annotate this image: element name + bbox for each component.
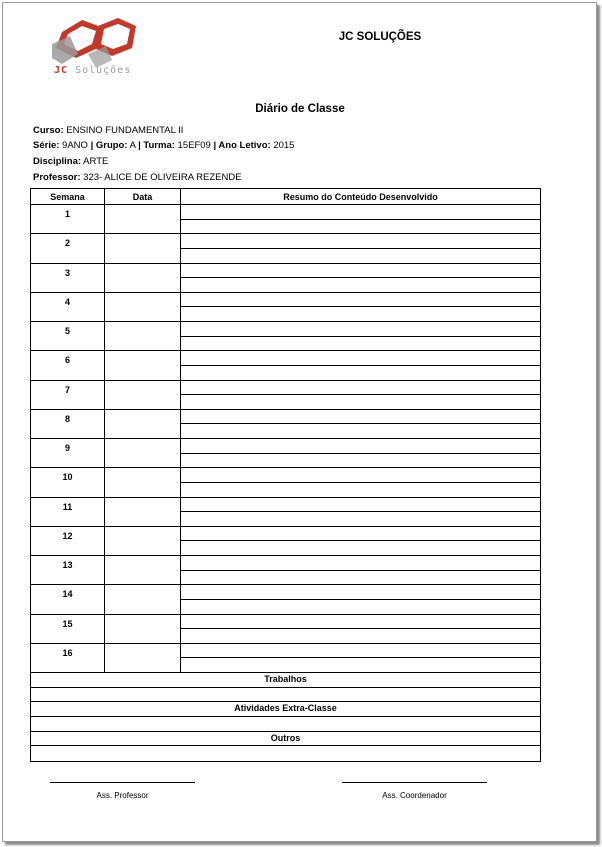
week-number: 4	[31, 293, 105, 321]
section-trabalhos: Trabalhos	[31, 673, 540, 688]
week-number: 7	[31, 381, 105, 409]
summary-line	[181, 556, 540, 571]
signature-label-professor: Ass. Professor	[96, 791, 149, 800]
summary-line	[181, 454, 540, 468]
table-row	[31, 439, 540, 468]
atividades-line	[31, 717, 540, 732]
summary-line	[181, 615, 540, 630]
info-professor: Professor: 323- ALICE DE OLIVEIRA REZENDE	[33, 172, 242, 183]
summary-line	[181, 322, 540, 337]
table-row	[31, 205, 540, 234]
summary-cell	[181, 527, 540, 555]
table-row	[31, 293, 540, 322]
summary-cell	[181, 234, 540, 262]
date-cell	[105, 585, 181, 613]
summary-line	[181, 249, 540, 263]
summary-line	[181, 264, 540, 279]
summary-cell	[181, 439, 540, 467]
page-title: Diário de Classe	[255, 103, 345, 115]
date-cell	[105, 205, 181, 233]
summary-line	[181, 658, 540, 672]
summary-line	[181, 293, 540, 308]
week-number: 6	[31, 351, 105, 379]
summary-cell	[181, 556, 540, 584]
summary-line	[181, 337, 540, 351]
header-data: Data	[105, 189, 181, 204]
summary-line	[181, 395, 540, 409]
summary-cell	[181, 615, 540, 643]
summary-line	[181, 205, 540, 220]
week-number: 13	[31, 556, 105, 584]
summary-line	[181, 278, 540, 292]
signature-label-coordenador: Ass. Coordenador	[382, 791, 447, 800]
summary-line	[181, 220, 540, 234]
summary-cell	[181, 264, 540, 292]
week-number: 10	[31, 468, 105, 496]
week-number: 12	[31, 527, 105, 555]
week-number: 1	[31, 205, 105, 233]
summary-cell	[181, 381, 540, 409]
date-cell	[105, 381, 181, 409]
table-row	[31, 264, 540, 293]
section-outros: Outros	[31, 732, 540, 747]
summary-cell	[181, 322, 540, 350]
date-cell	[105, 293, 181, 321]
info-curso: Curso: ENSINO FUNDAMENTAL II	[33, 125, 184, 136]
outros-line	[31, 746, 540, 761]
table-row	[31, 351, 540, 380]
table-row	[31, 527, 540, 556]
class-diary-table	[30, 188, 541, 762]
week-number: 14	[31, 585, 105, 613]
table-row	[31, 234, 540, 263]
summary-line	[181, 629, 540, 643]
week-number: 2	[31, 234, 105, 262]
company-name: JC SOLUÇÕES	[338, 31, 422, 43]
summary-line	[181, 512, 540, 526]
header-resumo: Resumo do Conteúdo Desenvolvido	[283, 191, 438, 202]
summary-cell	[181, 410, 540, 438]
logo-brand: JC	[54, 65, 69, 76]
date-cell	[105, 439, 181, 467]
table-row	[31, 556, 540, 585]
trabalhos-line	[31, 688, 540, 703]
summary-cell	[181, 293, 540, 321]
week-number: 11	[31, 498, 105, 526]
table-row	[31, 585, 540, 614]
summary-line	[181, 541, 540, 555]
week-number: 9	[31, 439, 105, 467]
week-number: 15	[31, 615, 105, 643]
table-row	[31, 410, 540, 439]
week-number: 5	[31, 322, 105, 350]
summary-line	[181, 351, 540, 366]
section-atividades: Atividades Extra-Classe	[31, 702, 540, 717]
date-cell	[105, 527, 181, 555]
summary-line	[181, 424, 540, 438]
summary-cell	[181, 205, 540, 233]
logo-suffix: Soluções	[75, 65, 132, 76]
date-cell	[105, 468, 181, 496]
table-header	[31, 189, 540, 205]
date-cell	[105, 410, 181, 438]
week-number: 8	[31, 410, 105, 438]
summary-cell	[181, 468, 540, 496]
date-cell	[105, 264, 181, 292]
summary-line	[181, 234, 540, 249]
date-cell	[105, 322, 181, 350]
summary-line	[181, 366, 540, 380]
date-cell	[105, 234, 181, 262]
summary-line	[181, 527, 540, 542]
summary-line	[181, 600, 540, 614]
table-row	[31, 322, 540, 351]
summary-line	[181, 307, 540, 321]
summary-cell	[181, 498, 540, 526]
summary-line	[181, 498, 540, 513]
summary-line	[181, 410, 540, 425]
date-cell	[105, 556, 181, 584]
summary-cell	[181, 644, 540, 672]
logo-text	[54, 65, 131, 76]
week-number: 3	[31, 264, 105, 292]
summary-line	[181, 381, 540, 396]
date-cell	[105, 644, 181, 672]
signature-line-coordenador	[342, 782, 487, 783]
summary-line	[181, 483, 540, 497]
summary-line	[181, 468, 540, 483]
table-row	[31, 498, 540, 527]
summary-line	[181, 439, 540, 454]
summary-cell	[181, 351, 540, 379]
summary-line	[181, 644, 540, 659]
table-row	[31, 615, 540, 644]
header-semana: Semana	[31, 189, 105, 204]
summary-line	[181, 571, 540, 585]
date-cell	[105, 615, 181, 643]
info-serie: Série: 9ANO | Grupo: A | Turma: 15EF09 | Ano Letivo: 2015	[33, 140, 295, 151]
date-cell	[105, 351, 181, 379]
info-disciplina: Disciplina: ARTE	[33, 156, 109, 167]
table-row	[31, 468, 540, 497]
signature-line-professor	[50, 782, 195, 783]
week-number: 16	[31, 644, 105, 672]
date-cell	[105, 498, 181, 526]
table-row	[31, 644, 540, 673]
summary-cell	[181, 585, 540, 613]
table-row	[31, 381, 540, 410]
summary-line	[181, 585, 540, 600]
